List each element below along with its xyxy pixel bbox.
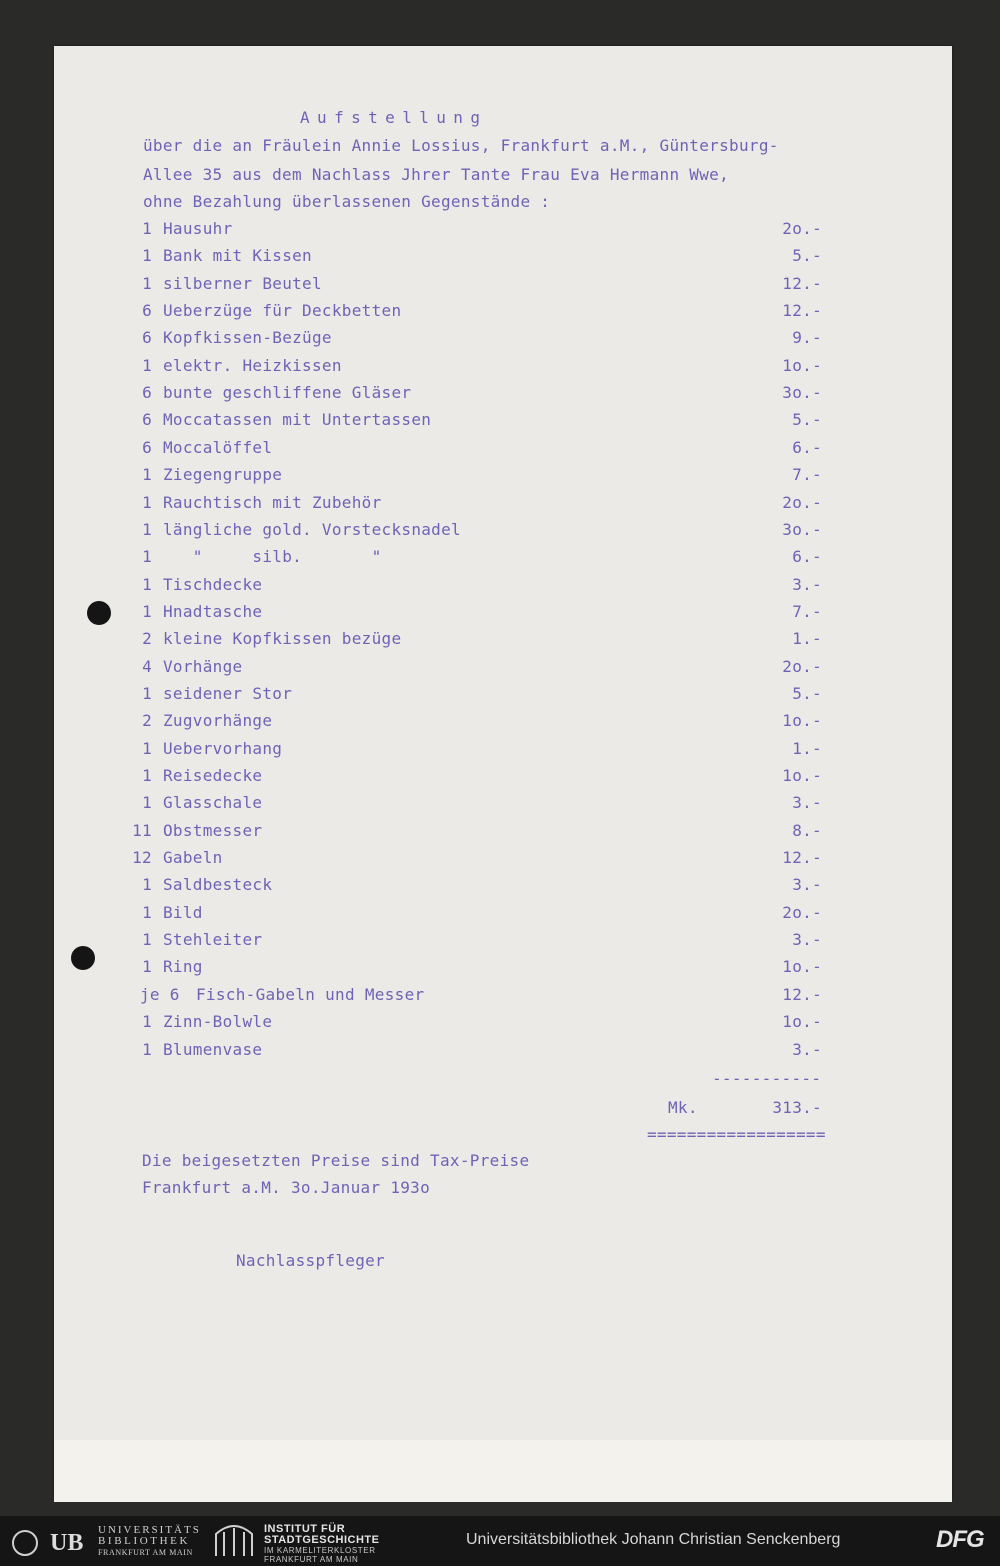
item-row — [0, 711, 1000, 733]
item-price: 3.- — [792, 1039, 822, 1059]
item-row — [0, 903, 1000, 925]
item-quantity: 1 — [142, 219, 152, 238]
item-quantity: 1 — [142, 355, 152, 375]
footer-bar — [0, 1516, 1000, 1566]
document-heading: Aufstellung — [300, 108, 488, 127]
item-name: " silb. " — [163, 547, 382, 567]
item-price: 5.- — [792, 410, 822, 430]
item-row — [0, 848, 1000, 870]
item-name: Zinn-Bolwle — [163, 1012, 273, 1032]
item-quantity: 1 — [142, 957, 152, 977]
total-label: Mk. — [668, 1098, 698, 1117]
item-row — [0, 547, 1000, 569]
item-name: Hnadtasche — [163, 601, 263, 621]
item-row — [0, 383, 1000, 405]
item-name: bunte geschliffene Gläser — [163, 383, 412, 403]
item-name: kleine Kopfkissen bezüge — [163, 629, 402, 649]
item-row — [0, 328, 1000, 350]
item-quantity: 11 — [132, 820, 152, 840]
item-name: Moccalöffel — [163, 437, 273, 457]
item-row — [0, 1040, 1000, 1062]
item-price: 2o.- — [782, 656, 822, 676]
item-row — [0, 410, 1000, 432]
item-name: Blumenvase — [163, 1039, 263, 1059]
item-quantity: 6 — [142, 383, 152, 403]
item-quantity: 1 — [142, 1012, 152, 1032]
item-price: 1o.- — [782, 957, 822, 977]
total-rule: ================== — [647, 1125, 826, 1144]
item-price: 1o.- — [782, 1012, 822, 1032]
item-name: Uebervorhang — [163, 738, 283, 758]
item-name: Bank mit Kissen — [163, 246, 312, 266]
ub-short: UB — [50, 1530, 84, 1556]
item-name: elektr. Heizkissen — [163, 355, 342, 375]
item-price: 6.- — [792, 547, 822, 567]
item-price: 12.- — [782, 984, 822, 1004]
place-date: Frankfurt a.M. 3o.Januar 193o — [142, 1178, 431, 1197]
item-name: Saldbesteck — [163, 875, 273, 895]
item-price: 3.- — [792, 793, 822, 813]
item-name: Glasschale — [163, 793, 263, 813]
item-quantity: je 6 — [140, 984, 180, 1004]
item-name: Ueberzüge für Deckbetten — [163, 301, 402, 321]
library-line: FRANKFURT AM MAIN — [98, 1548, 193, 1557]
item-name: seidener Stor — [163, 683, 293, 703]
item-row — [0, 602, 1000, 624]
item-row — [0, 493, 1000, 515]
item-price: 5.- — [792, 683, 822, 703]
item-row — [0, 438, 1000, 460]
item-price: 9.- — [792, 328, 822, 348]
item-price: 12.- — [782, 273, 822, 293]
item-name: längliche gold. Vorstecksnadel — [163, 519, 461, 539]
item-row — [0, 520, 1000, 542]
item-quantity: 1 — [142, 738, 152, 758]
item-row — [0, 219, 1000, 241]
dfg-logo-icon: DFG — [936, 1526, 984, 1553]
item-price: 12.- — [782, 848, 822, 868]
total-value: 313.- — [772, 1098, 822, 1117]
item-quantity: 1 — [142, 492, 152, 512]
item-price: 8.- — [792, 820, 822, 840]
item-row — [0, 465, 1000, 487]
subtotal-rule: ----------- — [712, 1069, 822, 1088]
item-quantity: 1 — [142, 793, 152, 813]
item-price: 7.- — [792, 601, 822, 621]
item-price: 3.- — [792, 930, 822, 950]
item-price: 1o.- — [782, 711, 822, 731]
item-price: 7.- — [792, 465, 822, 485]
item-quantity: 6 — [142, 410, 152, 430]
item-name: Hausuhr — [163, 219, 233, 238]
item-price: 2o.- — [782, 219, 822, 238]
item-quantity: 1 — [142, 766, 152, 785]
item-price: 3o.- — [782, 519, 822, 539]
item-price: 1.- — [792, 629, 822, 649]
item-name: Moccatassen mit Untertassen — [163, 410, 432, 430]
institute-line: FRANKFURT AM MAIN — [264, 1555, 359, 1564]
item-row — [0, 1012, 1000, 1034]
item-quantity: 6 — [142, 437, 152, 457]
item-quantity: 1 — [142, 574, 152, 594]
item-price: 3.- — [792, 875, 822, 895]
item-name: Vorhänge — [163, 656, 243, 676]
item-quantity: 1 — [142, 273, 152, 293]
item-row — [0, 629, 1000, 651]
item-price: 2o.- — [782, 492, 822, 512]
item-quantity: 1 — [142, 246, 152, 266]
item-price: 5.- — [792, 246, 822, 266]
institute-line: IM KARMELITERKLOSTER — [264, 1546, 376, 1555]
item-price: 12.- — [782, 301, 822, 321]
item-row — [0, 274, 1000, 296]
intro-line: Allee 35 aus dem Nachlass Jhrer Tante Frau Eva Hermann Wwe, — [143, 165, 730, 184]
intro-line: über die an Fräulein Annie Lossius, Frankfurt a.M., Güntersburg- — [143, 136, 779, 155]
item-quantity: 6 — [142, 301, 152, 321]
item-row — [0, 301, 1000, 323]
item-quantity: 1 — [142, 547, 152, 567]
item-quantity: 12 — [132, 848, 152, 868]
item-quantity: 2 — [142, 629, 152, 649]
institute-logo-icon — [212, 1524, 256, 1558]
item-name: Gabeln — [163, 848, 223, 868]
item-row — [0, 684, 1000, 706]
signature-line: Nachlasspfleger — [236, 1251, 385, 1270]
item-quantity: 1 — [142, 519, 152, 539]
item-row — [0, 766, 1000, 788]
item-row — [0, 957, 1000, 979]
item-row — [0, 821, 1000, 843]
footer-title: Universitätsbibliothek Johann Christian Senckenberg — [466, 1531, 841, 1548]
item-name: Kopfkissen-Bezüge — [163, 328, 332, 348]
item-price: 1o.- — [782, 355, 822, 375]
institute-line: INSTITUT FÜR — [264, 1523, 346, 1535]
item-name: Stehleiter — [163, 930, 263, 950]
item-row — [0, 930, 1000, 952]
ub-logo-icon — [6, 1526, 96, 1556]
item-quantity: 1 — [142, 1039, 152, 1059]
item-row — [0, 875, 1000, 897]
item-row — [0, 985, 1000, 1007]
item-name: Bild — [163, 902, 203, 922]
item-name: Tischdecke — [163, 574, 263, 594]
item-name: Ring — [163, 957, 203, 977]
item-row — [0, 657, 1000, 679]
item-quantity: 1 — [142, 465, 152, 485]
item-name: Reisedecke — [163, 766, 263, 785]
item-name: Ziegengruppe — [163, 465, 283, 485]
item-quantity: 1 — [142, 902, 152, 922]
item-name: Zugvorhänge — [163, 711, 273, 731]
item-price: 2o.- — [782, 902, 822, 922]
item-name: Rauchtisch mit Zubehör — [163, 492, 382, 512]
item-quantity: 2 — [142, 711, 152, 731]
item-price: 1o.- — [782, 766, 822, 785]
intro-line: ohne Bezahlung überlassenen Gegenstände : — [143, 192, 551, 211]
library-name — [98, 1525, 201, 1558]
item-name: Fisch-Gabeln und Messer — [196, 984, 425, 1004]
page-edge — [54, 1440, 952, 1502]
item-quantity: 1 — [142, 930, 152, 950]
item-name: Obstmesser — [163, 820, 263, 840]
item-row — [0, 793, 1000, 815]
price-note: Die beigesetzten Preise sind Tax-Preise — [142, 1151, 530, 1170]
item-row — [0, 575, 1000, 597]
item-price: 6.- — [792, 437, 822, 457]
item-price: 3.- — [792, 574, 822, 594]
institute-line: STADTGESCHICHTE — [264, 1534, 380, 1546]
item-row — [0, 739, 1000, 761]
item-quantity: 1 — [142, 601, 152, 621]
item-row — [0, 356, 1000, 378]
institute-name — [264, 1524, 379, 1564]
ub-seal-icon — [12, 1530, 38, 1556]
item-row — [0, 246, 1000, 268]
item-quantity: 1 — [142, 683, 152, 703]
item-price: 3o.- — [782, 383, 822, 403]
library-line: UNIVERSITÄTS — [98, 1524, 201, 1536]
item-quantity: 1 — [142, 875, 152, 895]
item-price: 1.- — [792, 738, 822, 758]
item-quantity: 4 — [142, 656, 152, 676]
library-line: BIBLIOTHEK — [98, 1535, 190, 1547]
item-quantity: 6 — [142, 328, 152, 348]
item-name: silberner Beutel — [163, 273, 322, 293]
